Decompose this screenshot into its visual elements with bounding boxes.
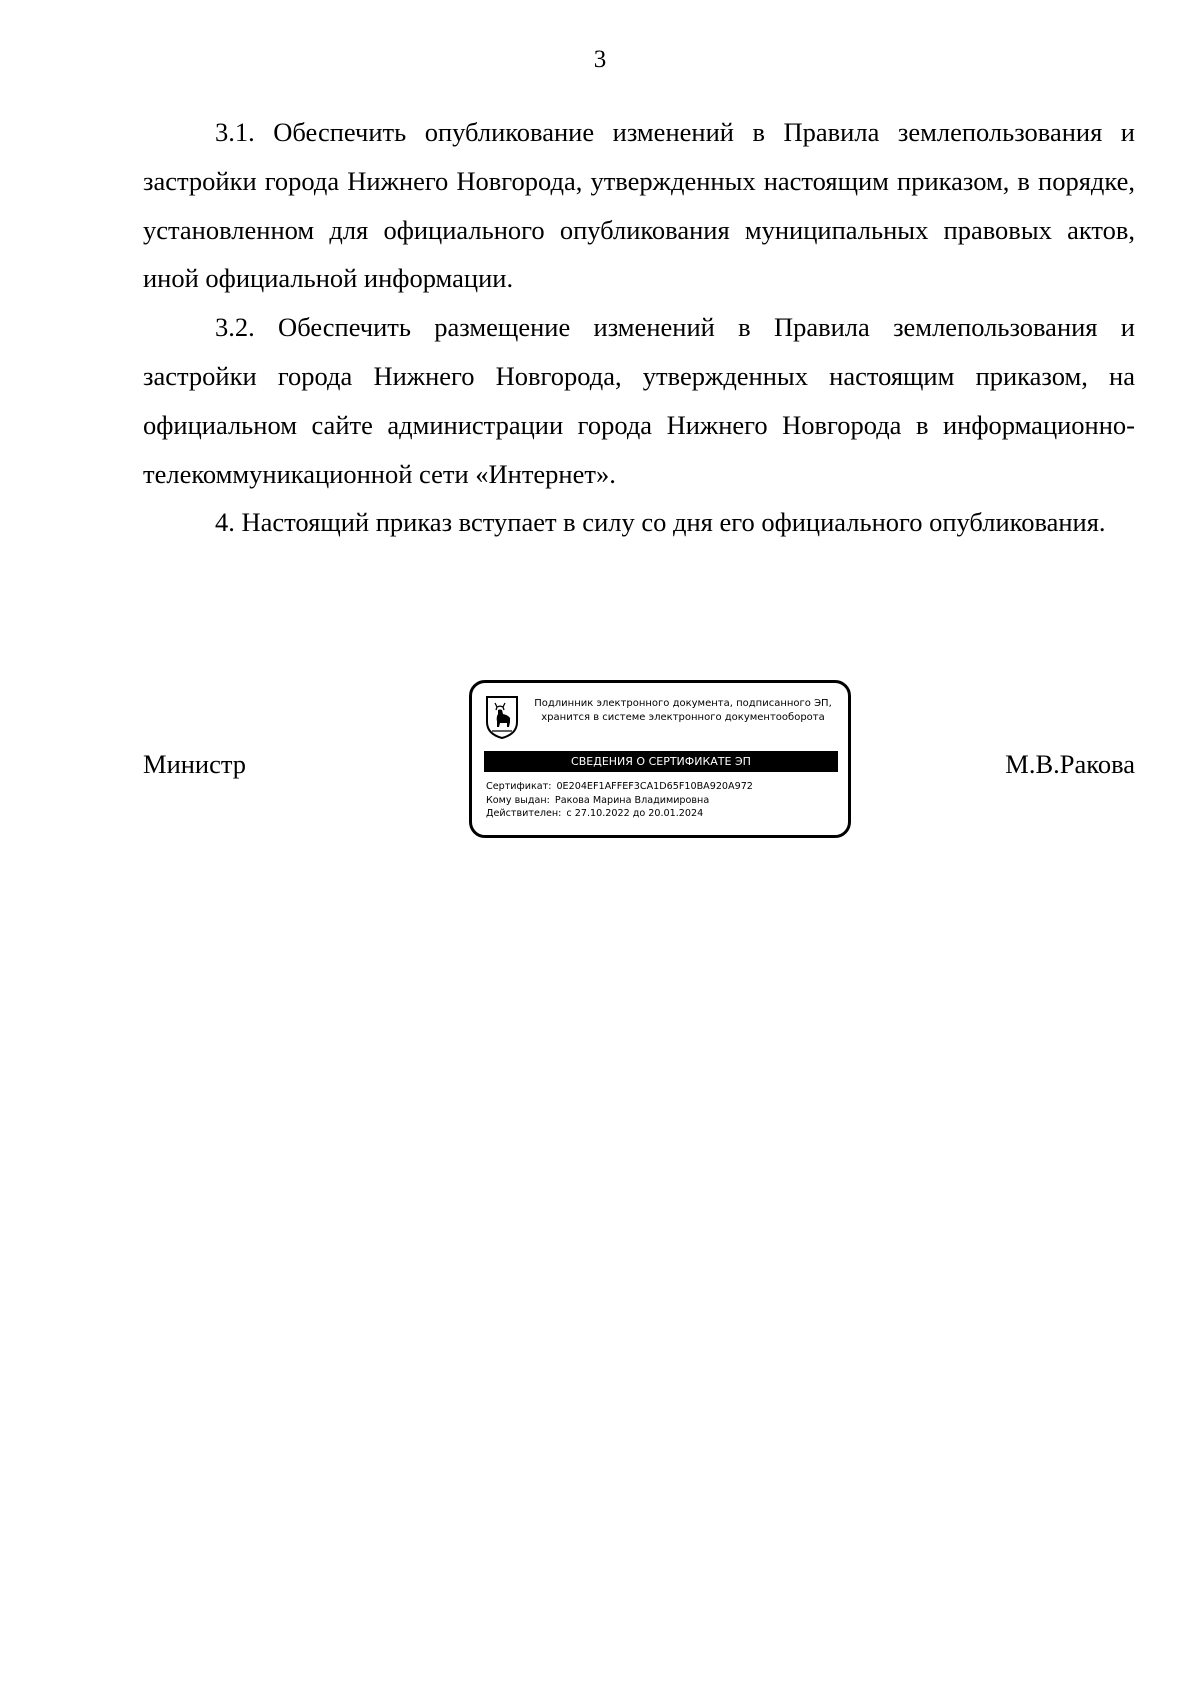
signer-position: Министр (143, 749, 247, 779)
stamp-certificate-details (486, 780, 836, 821)
paragraph-3-1: 3.1. Обеспечить опубликование изменений в Правила землепользования и застройки города Нижнего Новгорода, утвержденных настоящим приказом, в порядке, установленном для официального опубликования муниципальных правовых актов, иной официальной информации. (143, 117, 1135, 294)
document-body (143, 108, 1135, 547)
deer-emblem-icon (484, 694, 520, 740)
issued-to-row (486, 794, 836, 808)
certificate-label: Сертификат: (486, 781, 552, 792)
certificate-value: 0E204EF1AFFEF3CA1D65F10BA920A972 (556, 781, 753, 792)
stamp-banner: СВЕДЕНИЯ О СЕРТИФИКАТЕ ЭП (484, 751, 838, 772)
validity-row (486, 807, 836, 821)
stamp-header (524, 697, 842, 725)
validity-label: Действителен: (486, 808, 562, 819)
stamp-header-line: хранится в системе электронного документооборота (541, 712, 825, 723)
page-number: 3 (593, 46, 607, 73)
certificate-row (486, 780, 836, 794)
signature-block (143, 680, 1135, 860)
electronic-signature-stamp (469, 680, 851, 838)
stamp-header-line: Подлинник электронного документа, подписанного ЭП, (534, 698, 832, 709)
paragraph-4: 4. Настоящий приказ вступает в силу со дня его официального опубликования. (215, 507, 1106, 538)
issued-to-value: Ракова Марина Владимировна (554, 794, 710, 806)
signer-name: М.В.Ракова (1005, 749, 1135, 779)
validity-value: с 27.10.2022 до 20.01.2024 (566, 808, 704, 819)
paragraph-3-2: 3.2. Обеспечить размещение изменений в Правила землепользования и застройки города Нижнего Новгорода, утвержденных настоящим приказом, на официальном сайте администрации города Нижнего Новгорода в информационно-телекоммуникационной сети «Интернет». (143, 312, 1135, 489)
issued-to-label: Кому выдан: (486, 794, 550, 806)
